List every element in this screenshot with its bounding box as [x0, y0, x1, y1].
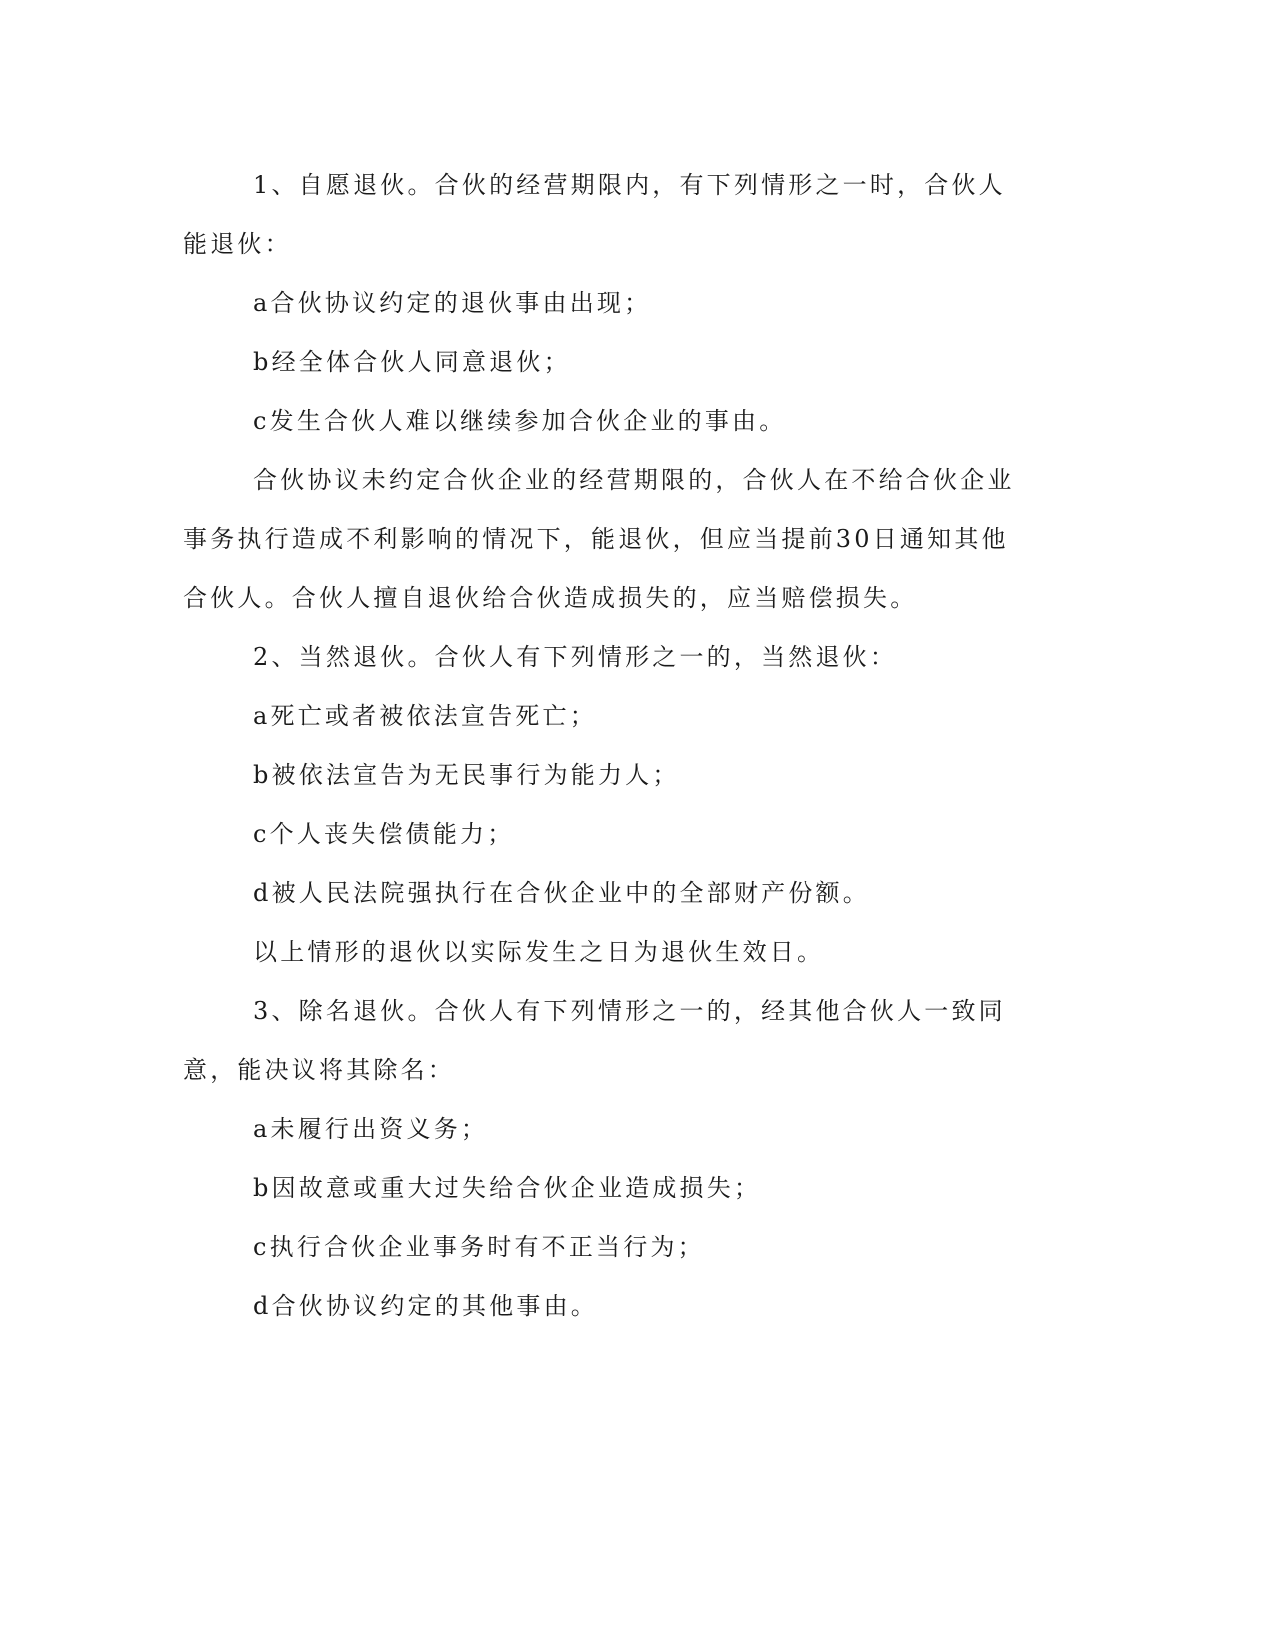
list-item: b因故意或重大过失给合伙企业造成损失；: [253, 1174, 762, 1202]
list-item: d被人民法院强执行在合伙企业中的全部财产份额。: [253, 879, 870, 907]
list-item: b经全体合伙人同意退伙；: [253, 348, 571, 376]
list-item: c发生合伙人难以继续参加合伙企业的事由。: [253, 407, 787, 435]
paragraph-expulsion: 3、除名退伙。合伙人有下列情形之一的，经其他合伙人一致同意，能决议将其除名：: [183, 997, 1006, 1084]
list-item: a死亡或者被依法宣告死亡；: [253, 702, 597, 730]
paragraph-voluntary-withdrawal: 1、自愿退伙。合伙的经营期限内，有下列情形之一时，合伙人能退伙：: [183, 171, 1006, 258]
list-item: b被依法宣告为无民事行为能力人；: [253, 761, 680, 789]
paragraph-no-term-withdrawal: 合伙协议未约定合伙企业的经营期限的，合伙人在不给合伙企业事务执行造成不利影响的情况下，能退伙，但应当提前30日通知其他合伙人。合伙人擅自退伙给合伙造成损失的，应当赔偿损失。: [183, 466, 1015, 612]
list-item: c个人丧失偿债能力；: [253, 820, 515, 848]
paragraph-automatic-withdrawal: 2、当然退伙。合伙人有下列情形之一的，当然退伙：: [253, 643, 898, 671]
list-item: a合伙协议约定的退伙事由出现；: [253, 289, 652, 317]
document-body: [183, 156, 1033, 1336]
paragraph-effective-date: 以上情形的退伙以实际发生之日为退伙生效日。: [253, 938, 825, 966]
list-item: c执行合伙企业事务时有不正当行为；: [253, 1233, 705, 1261]
list-item: d合伙协议约定的其他事由。: [253, 1292, 598, 1320]
list-item: a未履行出资义务；: [253, 1115, 489, 1143]
